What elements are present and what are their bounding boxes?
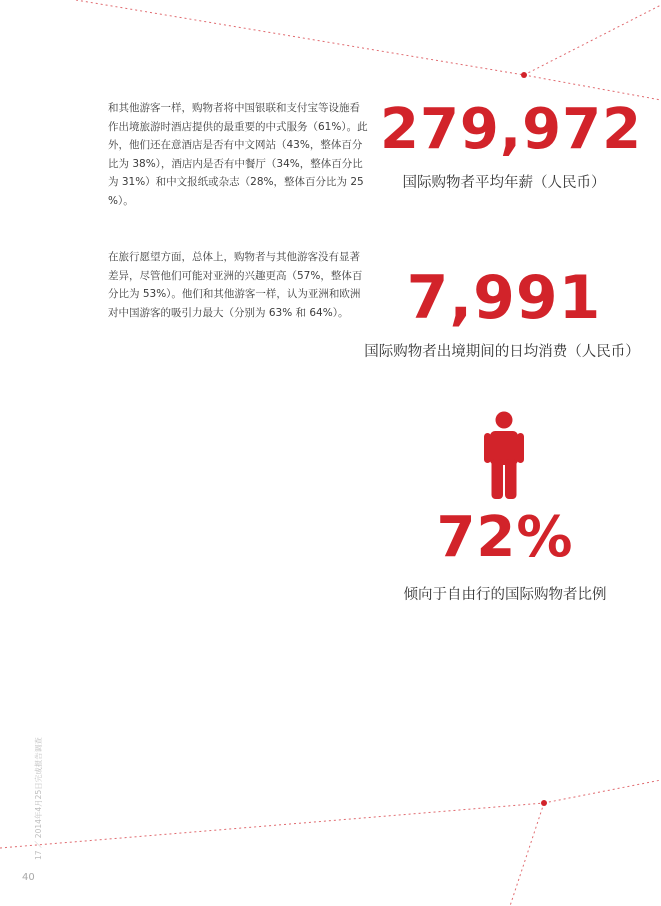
decor-dot-top: [521, 72, 527, 78]
daily-spend-label: 国际购物者出境期间的日均消费（人民币）: [364, 344, 640, 360]
person-icon: [484, 411, 524, 499]
paragraph-text: 和其他游客一样，购物者将中国银联和支付宝等设施看作出境旅游时酒店提供的最重要的中式服务（61%）。此外，他们还在意酒店是否有中文网站（43%，整体百分比为 38%），酒店内是否有中餐厅（34%，整体百分比为 31%）和中文报纸或杂志（28%，整体百分比为 25 %）。: [108, 102, 368, 207]
page-number: 40: [22, 872, 35, 883]
average-income-value: 279,972: [380, 97, 643, 162]
travel-wishes-paragraph: [108, 248, 370, 322]
decor-dot-bottom: [541, 800, 547, 806]
shopper-services-paragraph: [108, 99, 370, 210]
daily-spend-value: 7,991: [406, 263, 602, 333]
side-footer-text: 17 ／ 2014年4月25日完成报告调查: [34, 737, 43, 860]
average-income-label: 国际购物者平均年薪（人民币）: [402, 175, 606, 191]
fit-ratio-label: 倾向于自由行的国际购物者比例: [403, 587, 607, 603]
paragraph-text: 在旅行愿望方面，总体上，购物者与其他游客没有显著差异，尽管他们可能对亚洲的兴趣更高（57%，整体百分比为 53%）。他们和其他游客一样，认为亚洲和欧洲对中国游客的吸引力最大（分别为 63% 和 64%）。: [108, 251, 363, 319]
fit-ratio-value: 72%: [436, 505, 574, 570]
